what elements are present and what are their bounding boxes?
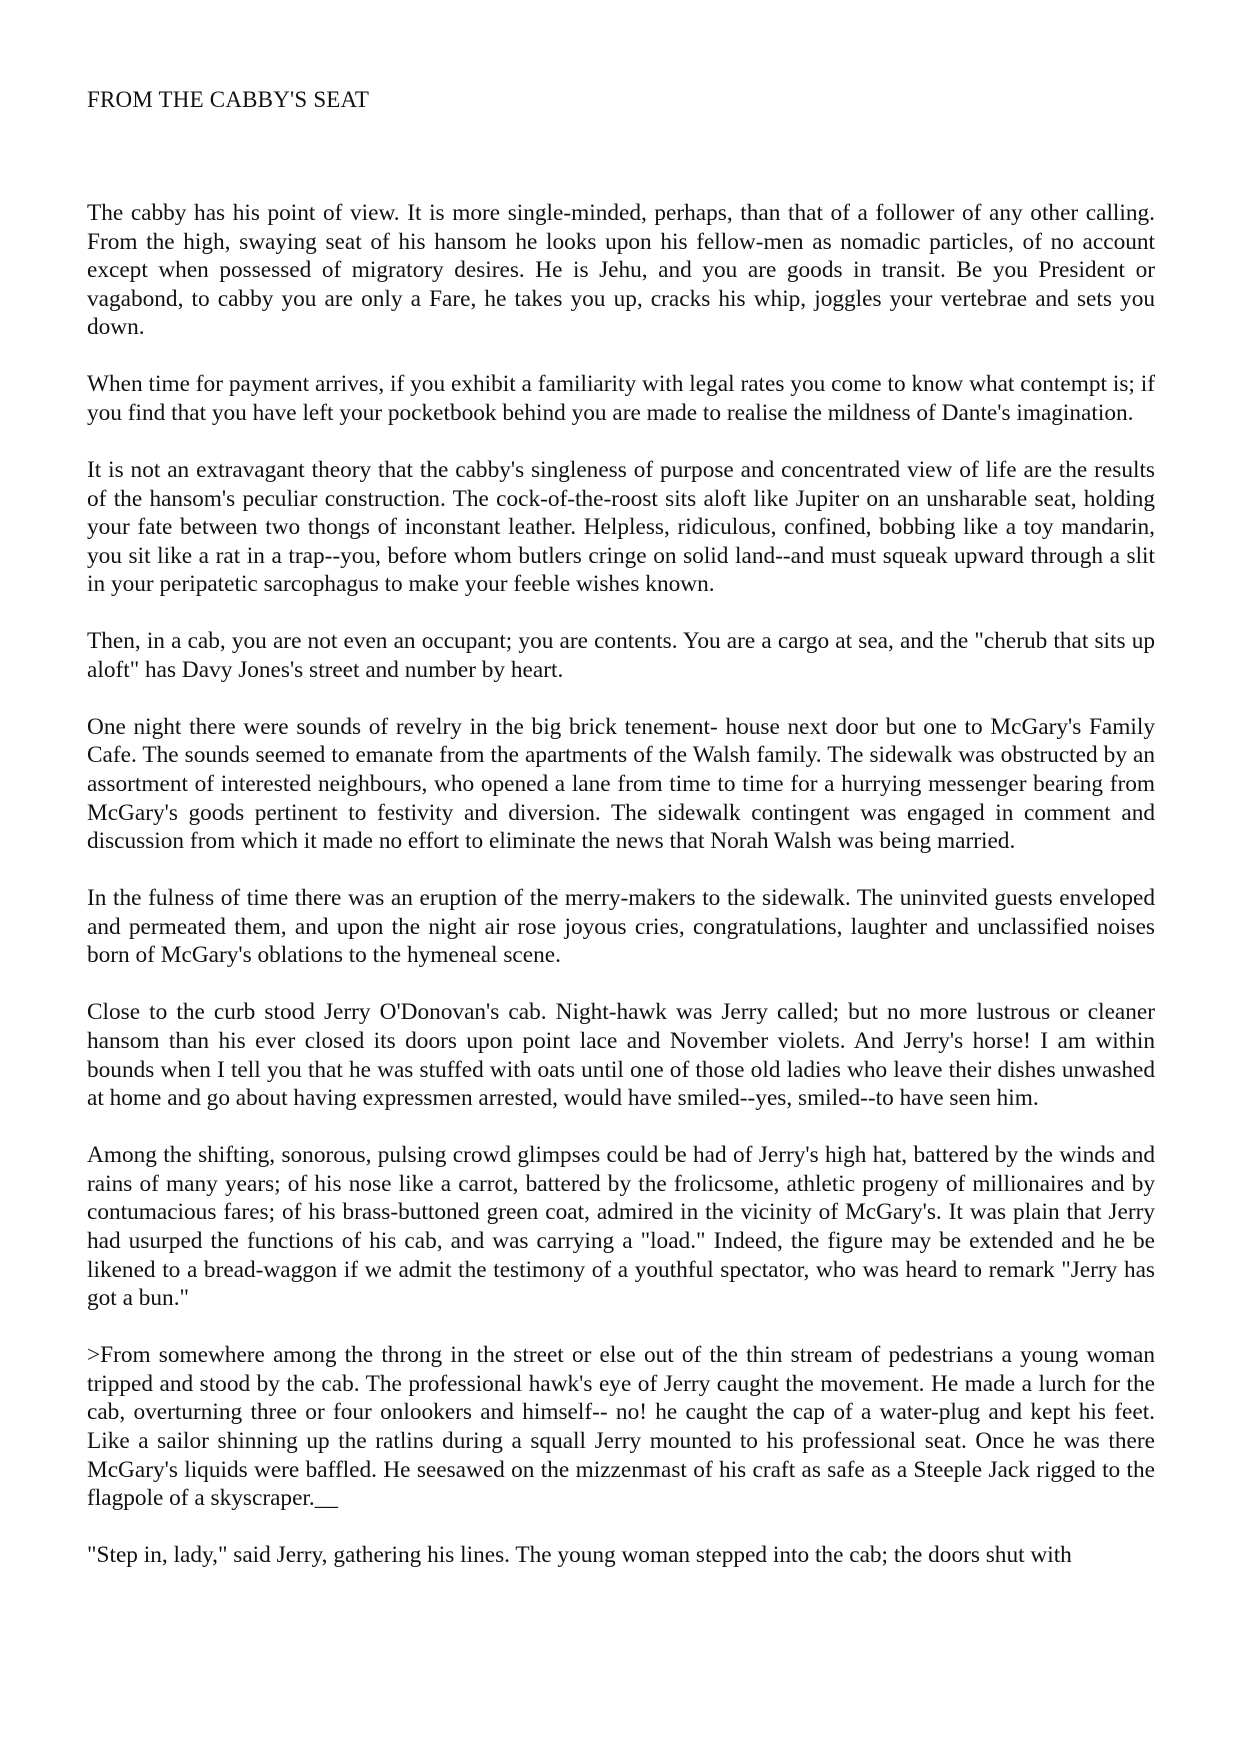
- paragraph: When time for payment arrives, if you exhibit a familiarity with legal rates you come to know what contempt is; if you find that you have left your pocketbook behind you are made to realise the mildness of Dante's imagination.: [87, 371, 1155, 426]
- paragraph: In the fulness of time there was an eruption of the merry-makers to the sidewalk. The uninvited guests enveloped and permeated them, and upon the night air rose joyous cries, congratulations, laughter and unclassified noises born of McGary's oblations to the hymeneal scene.: [87, 885, 1155, 969]
- paragraph: >From somewhere among the throng in the street or else out of the thin stream of pedestrians a young woman tripped and stood by the cab. The professional hawk's eye of Jerry caught the movement. He made a lurch for the cab, overturning three or four onlookers and himself-- no! he caught the cap of a water-plug and kept his feet. Like a sailor shinning up the ratlins during a squall Jerry mounted to his professional seat. Once he was there McGary's liquids were baffled. He seesawed on the mizzenmast of his craft as safe as a Steeple Jack rigged to the flagpole of a skyscraper.__: [87, 1342, 1155, 1512]
- story-title: FROM THE CABBY'S SEAT: [87, 87, 370, 112]
- story-body: [87, 199, 1155, 1598]
- paragraph: Among the shifting, sonorous, pulsing crowd glimpses could be had of Jerry's high hat, battered by the winds and rains of many years; of his nose like a carrot, battered by the frolicsome, athletic progeny of millionaires and by contumacious fares; of his brass-buttoned green coat, admired in the vicinity of McGary's. It was plain that Jerry had usurped the functions of his cab, and was carrying a "load." Indeed, the figure may be extended and he be likened to a bread-waggon if we admit the testimony of a youthful spectator, who was heard to remark "Jerry has got a bun.": [87, 1142, 1155, 1312]
- paragraph: It is not an extravagant theory that the cabby's singleness of purpose and concentrated view of life are the results of the hansom's peculiar construction. The cock-of-the-roost sits aloft like Jupiter on an unsharable seat, holding your fate between two thongs of inconstant leather. Helpless, ridiculous, confined, bobbing like a toy mandarin, you sit like a rat in a trap--you, before whom butlers cringe on solid land--and must squeak upward through a slit in your peripatetic sarcophagus to make your feeble wishes known.: [87, 456, 1155, 598]
- paragraph: The cabby has his point of view. It is more single-minded, perhaps, than that of a follower of any other calling. From the high, swaying seat of his hansom he looks upon his fellow-men as nomadic particles, of no account except when possessed of migratory desires. He is Jehu, and you are goods in transit. Be you President or vagabond, to cabby you are only a Fare, he takes you up, cracks his whip, joggles your vertebrae and sets you down.: [87, 200, 1155, 341]
- paragraph: Close to the curb stood Jerry O'Donovan's cab. Night-hawk was Jerry called; but no more lustrous or cleaner hansom than his ever closed its doors upon point lace and November violets. And Jerry's horse! I am within bounds when I tell you that he was stuffed with oats until one of those old ladies who leave their dishes unwashed at home and go about having expressmen arrested, would have smiled--yes, smiled--to have seen him.: [87, 999, 1155, 1112]
- paragraph: "Step in, lady," said Jerry, gathering his lines. The young woman stepped into the cab; the doors shut with: [87, 1542, 1072, 1569]
- paragraph: One night there were sounds of revelry in the big brick tenement- house next door but one to McGary's Family Cafe. The sounds seemed to emanate from the apartments of the Walsh family. The sidewalk was obstructed by an assortment of interested neighbours, who opened a lane from time to time for a hurrying messenger bearing from McGary's goods pertinent to festivity and diversion. The sidewalk contingent was engaged in comment and discussion from which it made no effort to eliminate the news that Norah Walsh was being married.: [87, 713, 1155, 855]
- paragraph: Then, in a cab, you are not even an occupant; you are contents. You are a cargo at sea, and the "cherub that sits up aloft" has Davy Jones's street and number by heart.: [87, 628, 1155, 683]
